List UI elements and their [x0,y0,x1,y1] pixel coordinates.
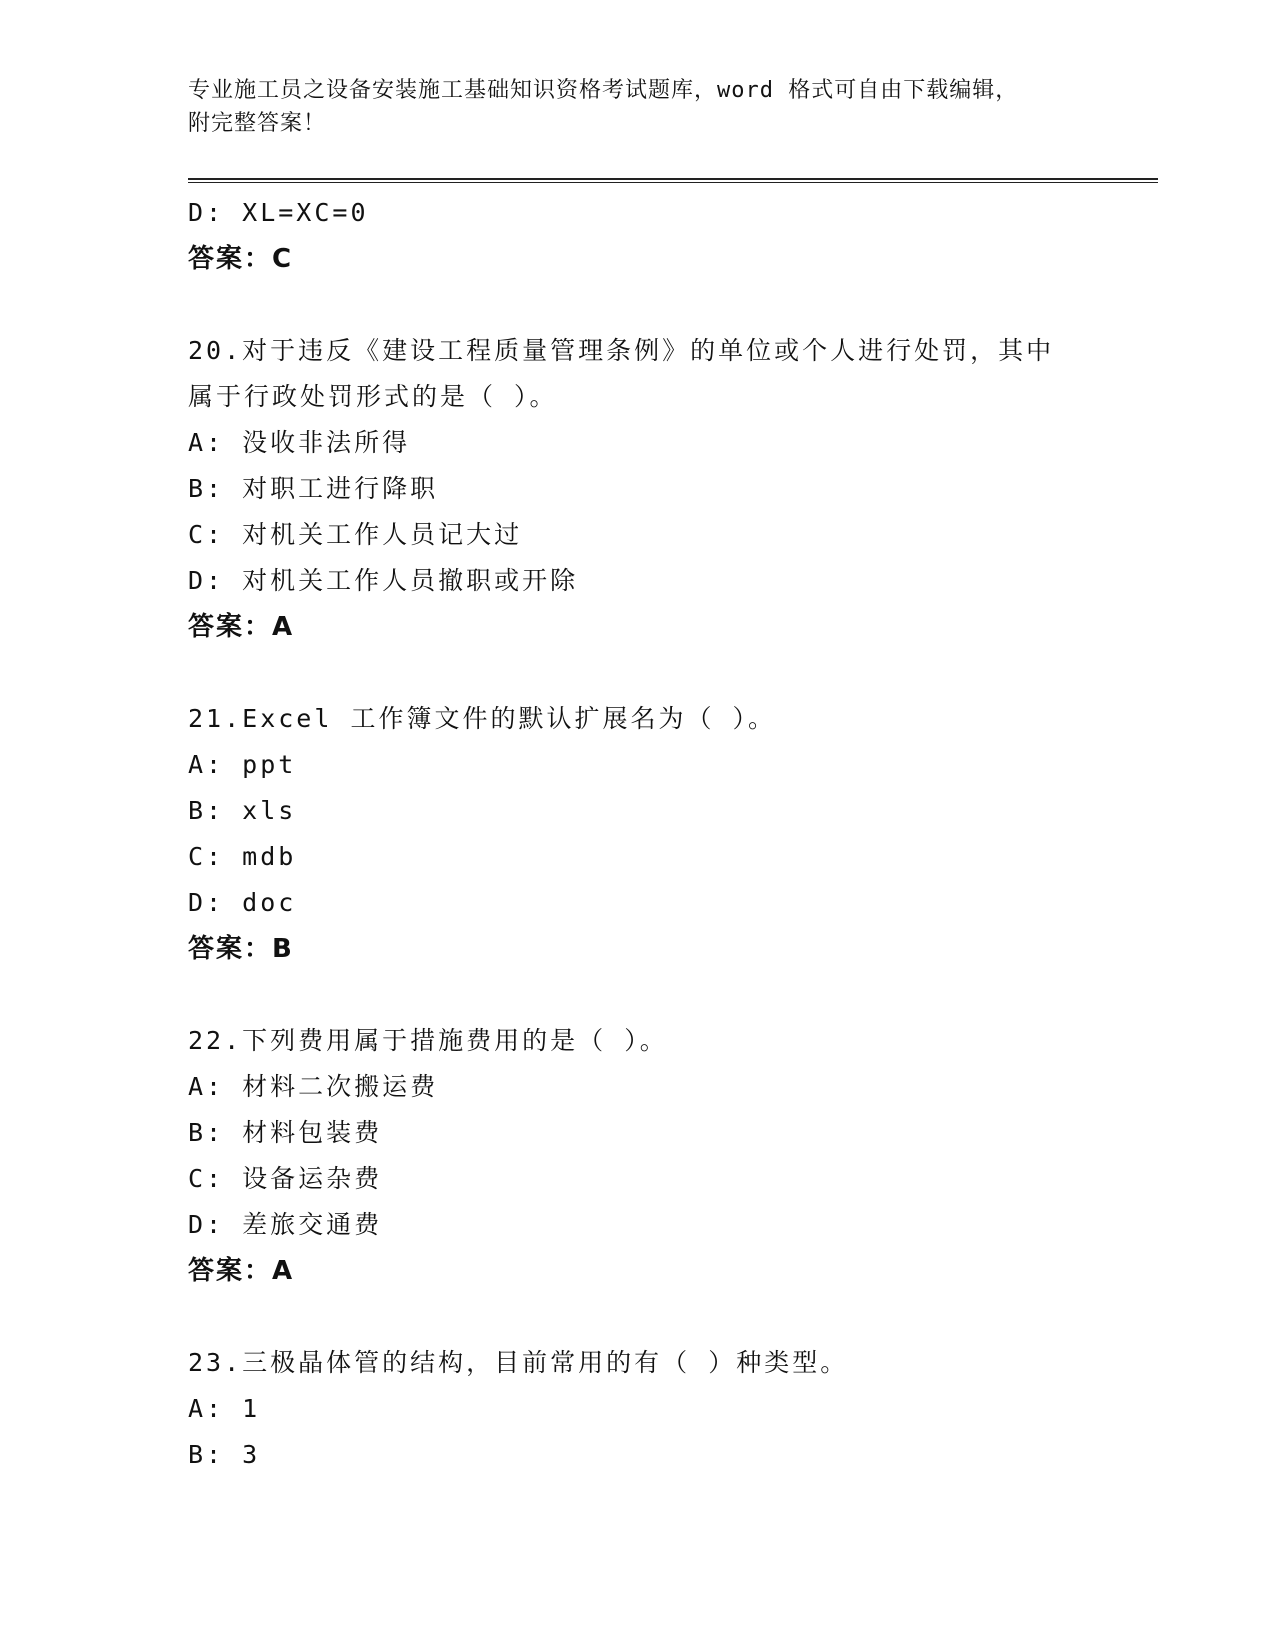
option-d: D: XL=XC=0 [188,198,369,227]
answer-line: 答案：A [188,612,295,642]
option-b: B: xls [188,796,297,825]
page-header [188,74,1088,140]
question-stem: 21.Excel 工作簿文件的默认扩展名为（ ）。 [188,704,777,733]
previous-question-tail [188,190,1148,282]
answer-line: 答案：C [188,244,294,274]
question-21 [188,696,1148,972]
question-23 [188,1340,1148,1478]
answer-line: 答案：B [188,934,294,964]
option-a: A: 没收非法所得 [188,428,411,457]
option-d: D: 对机关工作人员撤职或开除 [188,566,579,595]
option-a: A: 材料二次搬运费 [188,1072,439,1101]
question-stem: 23.三极晶体管的结构，目前常用的有（ ）种类型。 [188,1348,849,1377]
question-stem-line-1: 20.对于违反《建设工程质量管理条例》的单位或个人进行处罚，其中 [188,336,1055,365]
option-c: C: mdb [188,842,297,871]
question-20 [188,328,1148,650]
option-b: B: 材料包装费 [188,1118,383,1147]
option-c: C: 设备运杂费 [188,1164,383,1193]
option-a: A: ppt [188,750,297,779]
header-line-1: 专业施工员之设备安装施工基础知识资格考试题库，word 格式可自由下载编辑， [188,78,1019,103]
option-a: A: 1 [188,1394,261,1423]
question-22 [188,1018,1148,1294]
option-b: B: 3 [188,1440,261,1469]
question-stem: 22.下列费用属于措施费用的是（ ）。 [188,1026,668,1055]
option-b: B: 对职工进行降职 [188,474,439,503]
option-c: C: 对机关工作人员记大过 [188,520,523,549]
question-list [188,190,1148,1478]
question-stem-line-2: 属于行政处罚形式的是（ ）。 [188,382,558,411]
option-d: D: 差旅交通费 [188,1210,383,1239]
header-line-2: 附完整答案！ [188,111,327,136]
header-divider [188,178,1158,183]
answer-line: 答案：A [188,1256,295,1286]
option-d: D: doc [188,888,297,917]
